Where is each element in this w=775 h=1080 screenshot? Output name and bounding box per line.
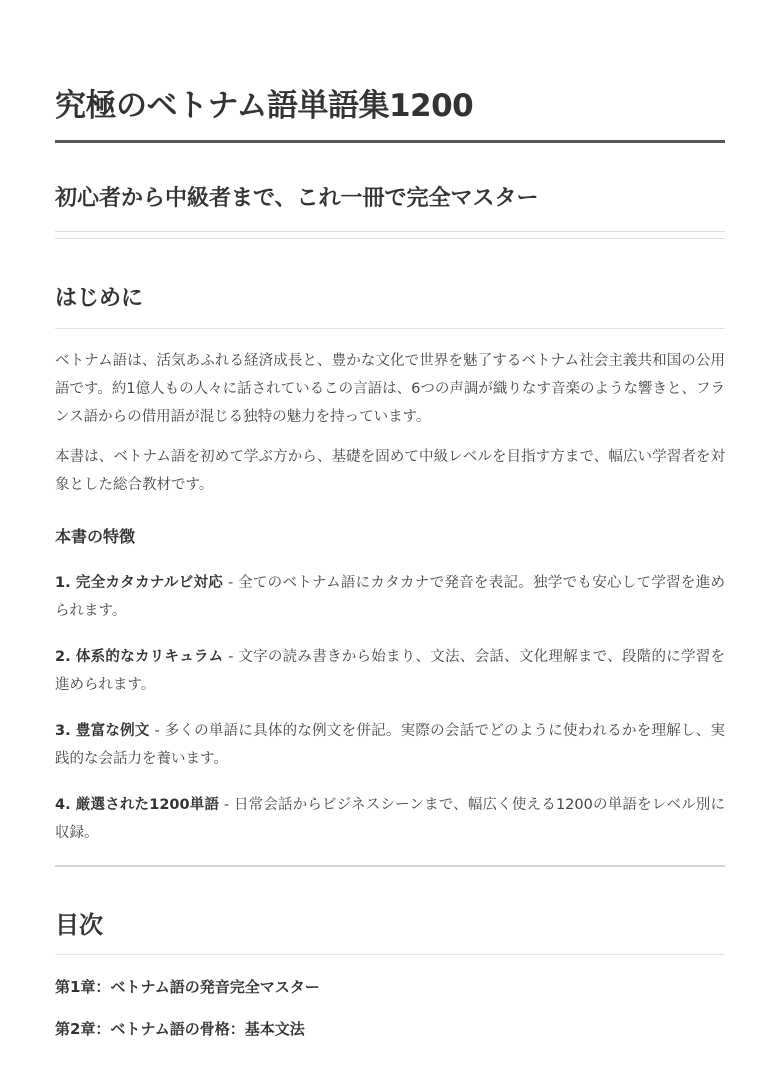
feature-description: - 日常会話からビジネスシーンまで、幅広く使える1200の単語をレベル別に収録。: [55, 797, 725, 841]
feature-description: - 全てのベトナム語にカタカナで発音を表記。独学でも安心して学習を進められます。: [55, 575, 725, 619]
title-divider: [55, 140, 725, 143]
feature-item: [55, 643, 725, 699]
feature-item: [55, 717, 725, 773]
toc-heading-divider: [55, 954, 725, 955]
features-section: [55, 525, 725, 847]
subtitle-divider: [55, 231, 725, 239]
feature-title: 2. 体系的なカリキュラム: [55, 649, 224, 665]
feature-description: - 文字の読み書きから始まり、文法、会話、文化理解まで、段階的に学習を進められます。: [55, 649, 726, 693]
toc-section: [55, 909, 725, 1041]
feature-title: 3. 豊富な例文: [55, 723, 150, 739]
intro-paragraph: 本書は、ベトナム語を初めて学ぶ方から、基礎を固めて中級レベルを目指す方まで、幅広い学習者を対象とした総合教材です。: [55, 449, 725, 493]
toc-item[interactable]: 第2章：ベトナム語の骨格：基本文法: [55, 1020, 305, 1038]
toc-heading: 目次: [55, 911, 103, 939]
feature-description: - 多くの単語に具体的な例文を併記。実際の会話でどのように使われるかを理解し、実践的な会話力を養います。: [55, 723, 725, 767]
intro-section: [55, 283, 725, 499]
document-title: 究極のベトナム語単語集1200: [55, 88, 474, 124]
feature-title: 1. 完全カタカナルビ対応: [55, 575, 224, 591]
feature-item: [55, 569, 725, 625]
feature-item: [55, 791, 725, 847]
feature-title: 4. 厳選された1200単語: [55, 797, 220, 813]
section-divider: [55, 865, 725, 867]
toc-item[interactable]: 第1章：ベトナム語の発音完全マスター: [55, 978, 320, 996]
intro-paragraph: ベトナム語は、活気あふれる経済成長と、豊かな文化で世界を魅了するベトナム社会主義共和国の公用語です。約1億人もの人々に話されているこの言語は、6つの声調が織りなす音楽のような響きと、フランス語からの借用語が混じる独特の魅力を持っています。: [55, 353, 725, 425]
document-subtitle: 初心者から中級者まで、これ一冊で完全マスター: [55, 186, 539, 211]
features-heading: 本書の特徴: [55, 527, 136, 546]
intro-heading-divider: [55, 328, 725, 329]
intro-heading: はじめに: [55, 286, 144, 311]
